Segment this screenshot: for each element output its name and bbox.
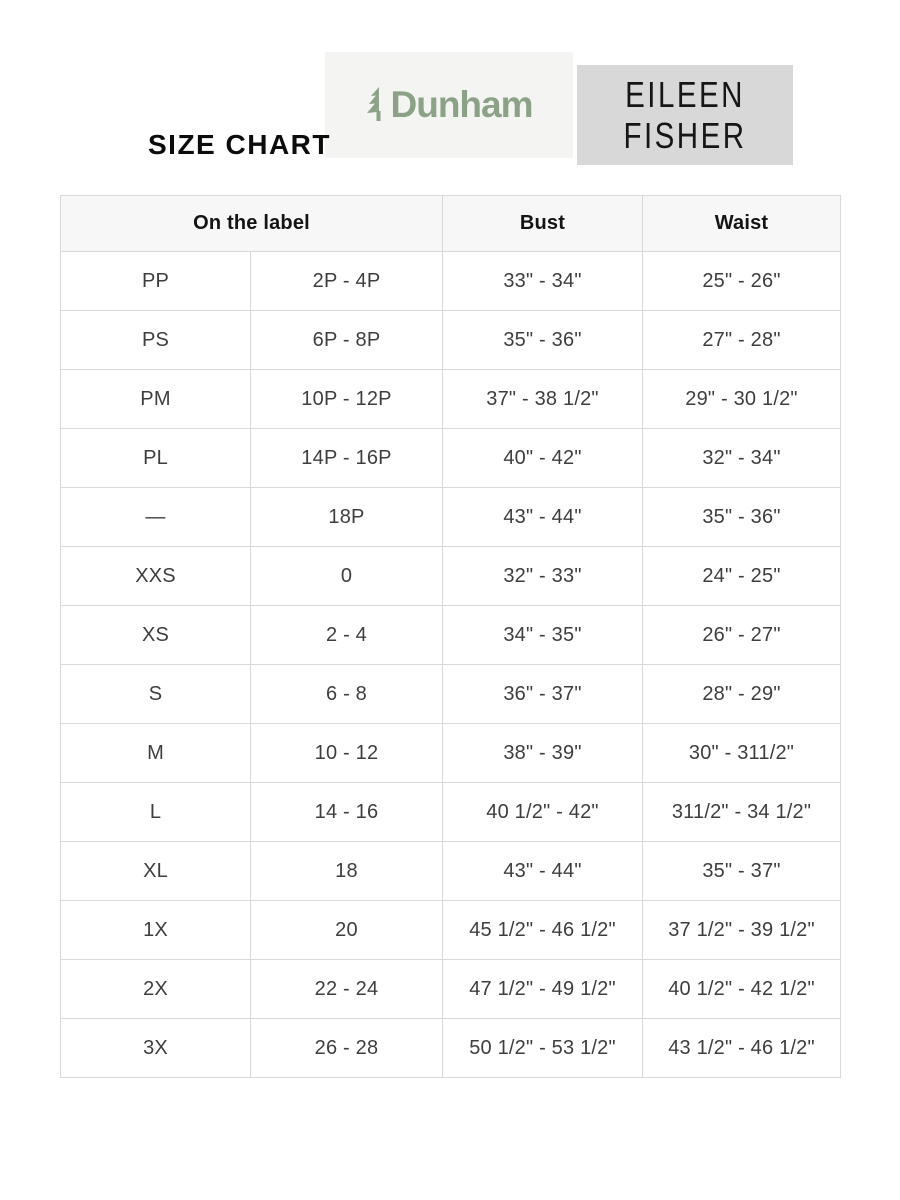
waist-value-cell: 40 1/2" - 42 1/2"	[643, 960, 841, 1019]
header-waist: Waist	[643, 196, 841, 252]
size-range-cell: 26 - 28	[251, 1019, 443, 1078]
waist-value-cell: 28" - 29"	[643, 665, 841, 724]
size-range-cell: 2P - 4P	[251, 252, 443, 311]
waist-value-cell: 24" - 25"	[643, 547, 841, 606]
table-row	[61, 665, 841, 724]
size-range-cell: 18P	[251, 488, 443, 547]
waist-value-cell: 43 1/2" - 46 1/2"	[643, 1019, 841, 1078]
size-chart-table	[60, 195, 841, 1078]
waist-value-cell: 26" - 27"	[643, 606, 841, 665]
dunham-wordmark: Dunham	[390, 84, 533, 125]
size-range-cell: 18	[251, 842, 443, 901]
waist-value-cell: 37 1/2" - 39 1/2"	[643, 901, 841, 960]
table-row	[61, 783, 841, 842]
size-label-cell: L	[61, 783, 251, 842]
waist-value-cell: 27" - 28"	[643, 311, 841, 370]
pine-tree-icon	[366, 87, 390, 123]
table-row	[61, 547, 841, 606]
size-label-cell: M	[61, 724, 251, 783]
bust-value-cell: 32" - 33"	[443, 547, 643, 606]
waist-value-cell: 29" - 30 1/2"	[643, 370, 841, 429]
bust-value-cell: 37" - 38 1/2"	[443, 370, 643, 429]
size-range-cell: 10 - 12	[251, 724, 443, 783]
size-label-cell: PS	[61, 311, 251, 370]
table-row	[61, 842, 841, 901]
header-on-the-label: On the label	[61, 196, 443, 252]
size-label-cell: 2X	[61, 960, 251, 1019]
table-header-row	[61, 196, 841, 252]
page-title: SIZE CHART	[148, 129, 331, 160]
table-row	[61, 724, 841, 783]
bust-value-cell: 38" - 39"	[443, 724, 643, 783]
bust-value-cell: 40" - 42"	[443, 429, 643, 488]
size-label-cell: 3X	[61, 1019, 251, 1078]
eileen-fisher-wordmark-line1: EILEEN	[625, 74, 745, 115]
table-row	[61, 1019, 841, 1078]
size-range-cell: 20	[251, 901, 443, 960]
eileen-fisher-logo-box	[577, 65, 793, 165]
dunham-logo	[366, 84, 533, 126]
table-row	[61, 311, 841, 370]
size-range-cell: 14P - 16P	[251, 429, 443, 488]
size-label-cell: —	[61, 488, 251, 547]
waist-value-cell: 311/2" - 34 1/2"	[643, 783, 841, 842]
bust-value-cell: 43" - 44"	[443, 488, 643, 547]
bust-value-cell: 45 1/2" - 46 1/2"	[443, 901, 643, 960]
table-row	[61, 429, 841, 488]
size-label-cell: S	[61, 665, 251, 724]
table-row	[61, 252, 841, 311]
size-label-cell: PL	[61, 429, 251, 488]
table-row	[61, 370, 841, 429]
bust-value-cell: 43" - 44"	[443, 842, 643, 901]
bust-value-cell: 47 1/2" - 49 1/2"	[443, 960, 643, 1019]
size-label-cell: PM	[61, 370, 251, 429]
table-row	[61, 606, 841, 665]
waist-value-cell: 35" - 37"	[643, 842, 841, 901]
size-range-cell: 22 - 24	[251, 960, 443, 1019]
table-row	[61, 488, 841, 547]
size-range-cell: 2 - 4	[251, 606, 443, 665]
size-range-cell: 6 - 8	[251, 665, 443, 724]
header-bust: Bust	[443, 196, 643, 252]
size-range-cell: 14 - 16	[251, 783, 443, 842]
bust-value-cell: 36" - 37"	[443, 665, 643, 724]
size-label-cell: XL	[61, 842, 251, 901]
waist-value-cell: 30" - 311/2"	[643, 724, 841, 783]
dunham-logo-box	[325, 52, 573, 158]
waist-value-cell: 32" - 34"	[643, 429, 841, 488]
bust-value-cell: 50 1/2" - 53 1/2"	[443, 1019, 643, 1078]
waist-value-cell: 25" - 26"	[643, 252, 841, 311]
size-label-cell: PP	[61, 252, 251, 311]
size-range-cell: 6P - 8P	[251, 311, 443, 370]
size-range-cell: 10P - 12P	[251, 370, 443, 429]
table-row	[61, 960, 841, 1019]
size-label-cell: 1X	[61, 901, 251, 960]
size-label-cell: XS	[61, 606, 251, 665]
size-label-cell: XXS	[61, 547, 251, 606]
bust-value-cell: 33" - 34"	[443, 252, 643, 311]
size-range-cell: 0	[251, 547, 443, 606]
bust-value-cell: 34" - 35"	[443, 606, 643, 665]
bust-value-cell: 35" - 36"	[443, 311, 643, 370]
waist-value-cell: 35" - 36"	[643, 488, 841, 547]
bust-value-cell: 40 1/2" - 42"	[443, 783, 643, 842]
eileen-fisher-wordmark-line2: FISHER	[623, 115, 747, 156]
table-row	[61, 901, 841, 960]
